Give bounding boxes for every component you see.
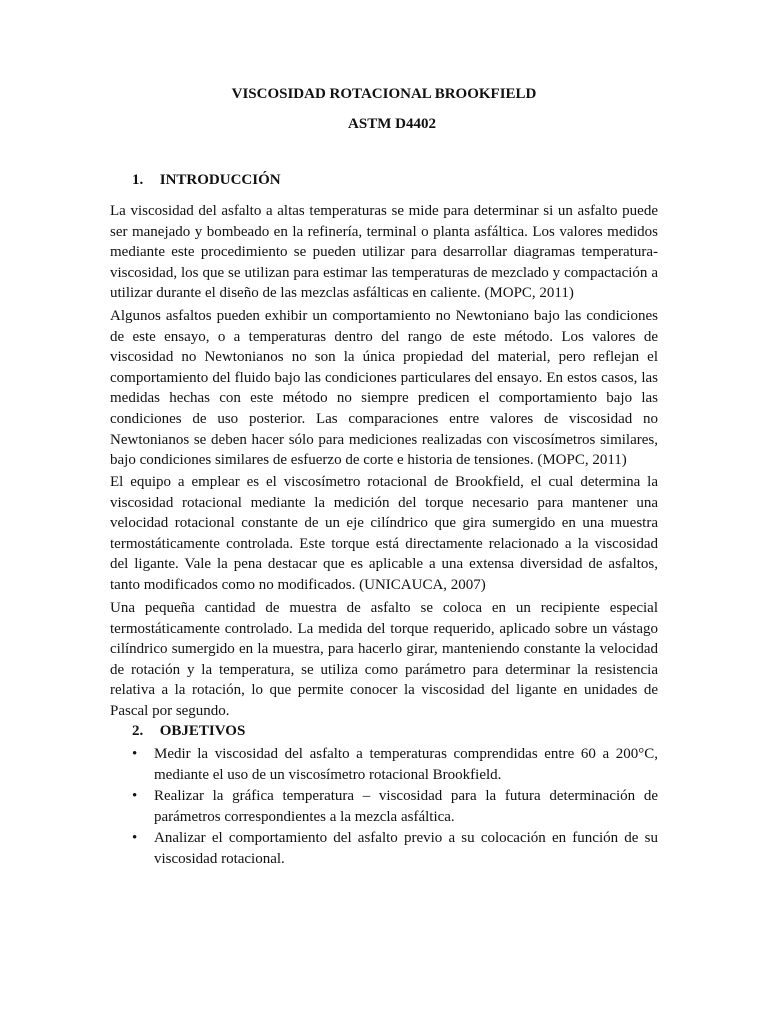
list-item-text: Realizar la gráfica temperatura – viscosidad para la futura determinación de parámetros correspondientes a la mezcla asfáltica.	[154, 788, 658, 825]
objectives-list	[132, 744, 658, 871]
section-number: 2.	[132, 723, 144, 739]
section-heading-introduccion	[132, 172, 281, 189]
bullet-icon: •	[132, 746, 138, 762]
section-heading-objetivos	[132, 723, 245, 740]
list-item	[132, 744, 658, 785]
document-subtitle: ASTM D4402	[348, 116, 436, 132]
list-item	[132, 828, 658, 869]
paragraph: Algunos asfaltos pueden exhibir un comportamiento no Newtoniano bajo las condiciones de este ensayo, o a temperaturas dentro del rango de este método. Los valores de viscosidad no Newtonianos no son la única propiedad del material, pero reflejan el comportamiento del fluido bajo las condiciones particulares del ensayo. En estos casos, las medidas hechas con este método no siempre predicen el comportamiento bajo las condiciones de uso posterior. Las comparaciones entre valores de viscosidad no Newtonianos se deben hacer sólo para mediciones realizadas con viscosímetros similares, bajo condiciones similares de esfuerzo de corte e historia de tensiones. (MOPC, 2011)	[110, 308, 658, 469]
list-item-text: Analizar el comportamiento del asfalto previo a su colocación en función de su viscosidad rotacional.	[154, 830, 658, 867]
list-item	[132, 786, 658, 827]
section-heading-text: OBJETIVOS	[159, 723, 246, 739]
list-item-text: Medir la viscosidad del asfalto a temperaturas comprendidas entre 60 a 200°C, mediante el uso de un viscosímetro rotacional Brookfield.	[154, 746, 658, 783]
bullet-icon: •	[132, 788, 138, 805]
bullet-icon: •	[132, 830, 138, 847]
paragraph: La viscosidad del asfalto a altas temperaturas se mide para determinar si un asfalto puede ser manejado y bombeado en la refinería, terminal o planta asfáltica. Los valores medidos mediante este procedimiento se pueden utilizar para desarrollar diagramas temperatura-viscosidad, los que se utilizan para estimar las temperaturas de mezclado y compactación a utilizar durante el diseño de las mezclas asfálticas en caliente. (MOPC, 2011)	[110, 203, 658, 302]
section-number: 1.	[132, 172, 144, 188]
paragraph: El equipo a emplear es el viscosímetro rotacional de Brookfield, el cual determina la viscosidad rotacional mediante la medición del torque necesario para mantener una velocidad rotacional constante de un eje cilíndrico que gira sumergido en una muestra termostáticamente controlada. Este torque está directamente relacionado a la viscosidad del ligante. Vale la pena destacar que es aplicable a una extensa diversidad de asfaltos, tanto modificados como no modificados. (UNICAUCA, 2007)	[110, 474, 658, 593]
section-heading-text: INTRODUCCIÓN	[159, 172, 281, 188]
document-title: VISCOSIDAD ROTACIONAL BROOKFIELD	[231, 86, 537, 102]
paragraph: Una pequeña cantidad de muestra de asfalto se coloca en un recipiente especial termostáticamente controlado. La medida del torque requerido, aplicado sobre un vástago cilíndrico sumergido en la muestra, para hacerlo girar, manteniendo constante la velocidad de rotación y la temperatura, se utiliza como parámetro para determinar la resistencia relativa a la rotación, lo que permite conocer la viscosidad del ligante en unidades de Pascal por segundo.	[110, 600, 658, 719]
